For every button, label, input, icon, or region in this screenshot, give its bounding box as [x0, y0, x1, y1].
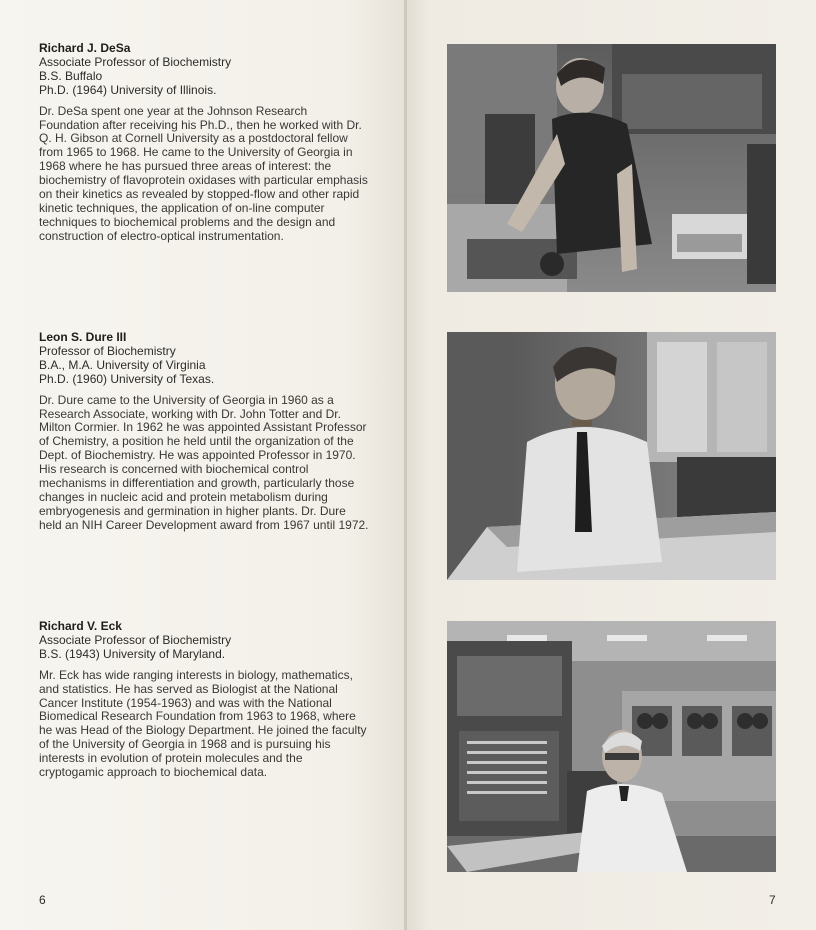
faculty-entry-desa: [39, 42, 369, 244]
portrait-photo-desa: [447, 44, 776, 292]
faculty-degree: Ph.D. (1960) University of Texas.: [39, 371, 215, 386]
faculty-name: Richard J. DeSa: [39, 41, 131, 55]
faculty-title: Associate Professor of Biochemistry: [39, 54, 232, 69]
faculty-bio: Dr. DeSa spent one year at the Johnson Research Foundation after receiving his Ph.D., then he worked with Dr. Q. H. Gibson at Cornell University as a postdoctoral fellow from 1965 to 1968. He came to the University of Georgia in 1968 where he has pursued three areas of interest: the biochemistry of flavoprotein oxidases with particular emphasis on their kinetics as revealed by stopped-flow and other rapid kinetic techniques, the application of on-line computer techniques to biochemical problems and the design and construction of electro-optical instrumentation.: [39, 103, 368, 243]
page-number-left: 6: [39, 893, 46, 907]
faculty-entry-eck: [39, 620, 369, 780]
portrait-photo-dure: [447, 332, 776, 580]
page-gutter: [404, 0, 407, 930]
faculty-bio: Mr. Eck has wide ranging interests in biology, mathematics, and statistics. He has served as Biologist at the National Cancer Institute (1954-1963) and was with the National Biomedical Research Foundation from 1963 to 1968, where he was Head of the Biology Department. He joined the faculty of the University of Georgia in 1968 and is pursuing his interests in evolution of protein molecules and the cryptogamic approach to biochemical data.: [39, 667, 367, 780]
faculty-title: Professor of Biochemistry: [39, 343, 176, 358]
faculty-name: Leon S. Dure III: [39, 330, 127, 344]
faculty-degree: B.S. Buffalo: [39, 68, 103, 83]
faculty-degree: B.A., M.A. University of Virginia: [39, 357, 206, 372]
faculty-degree: Ph.D. (1964) University of Illinois.: [39, 82, 217, 97]
faculty-name: Richard V. Eck: [39, 619, 122, 633]
page-number-right: 7: [769, 893, 776, 907]
faculty-bio: Dr. Dure came to the University of Georgia in 1960 as a Research Associate, working with Dr. John Totter and Dr. Milton Cormier. In 1962 he was appointed Assistant Professor of Chemistry, a position he held until the organization of the Dept. of Biochemistry. He was appointed Professor in 1970. His research is concerned with biochemical control mechanisms in differentiation and growth, particularly those changes in nucleic acid and protein metabolism during embryogenesis and germination in higher plants. Dr. Dure held an NIH Career Development award from 1967 until 1972.: [39, 392, 369, 532]
faculty-degree: B.S. (1943) University of Maryland.: [39, 646, 226, 661]
portrait-photo-eck: [447, 621, 776, 872]
faculty-title: Associate Professor of Biochemistry: [39, 632, 232, 647]
faculty-entry-dure: [39, 331, 369, 533]
